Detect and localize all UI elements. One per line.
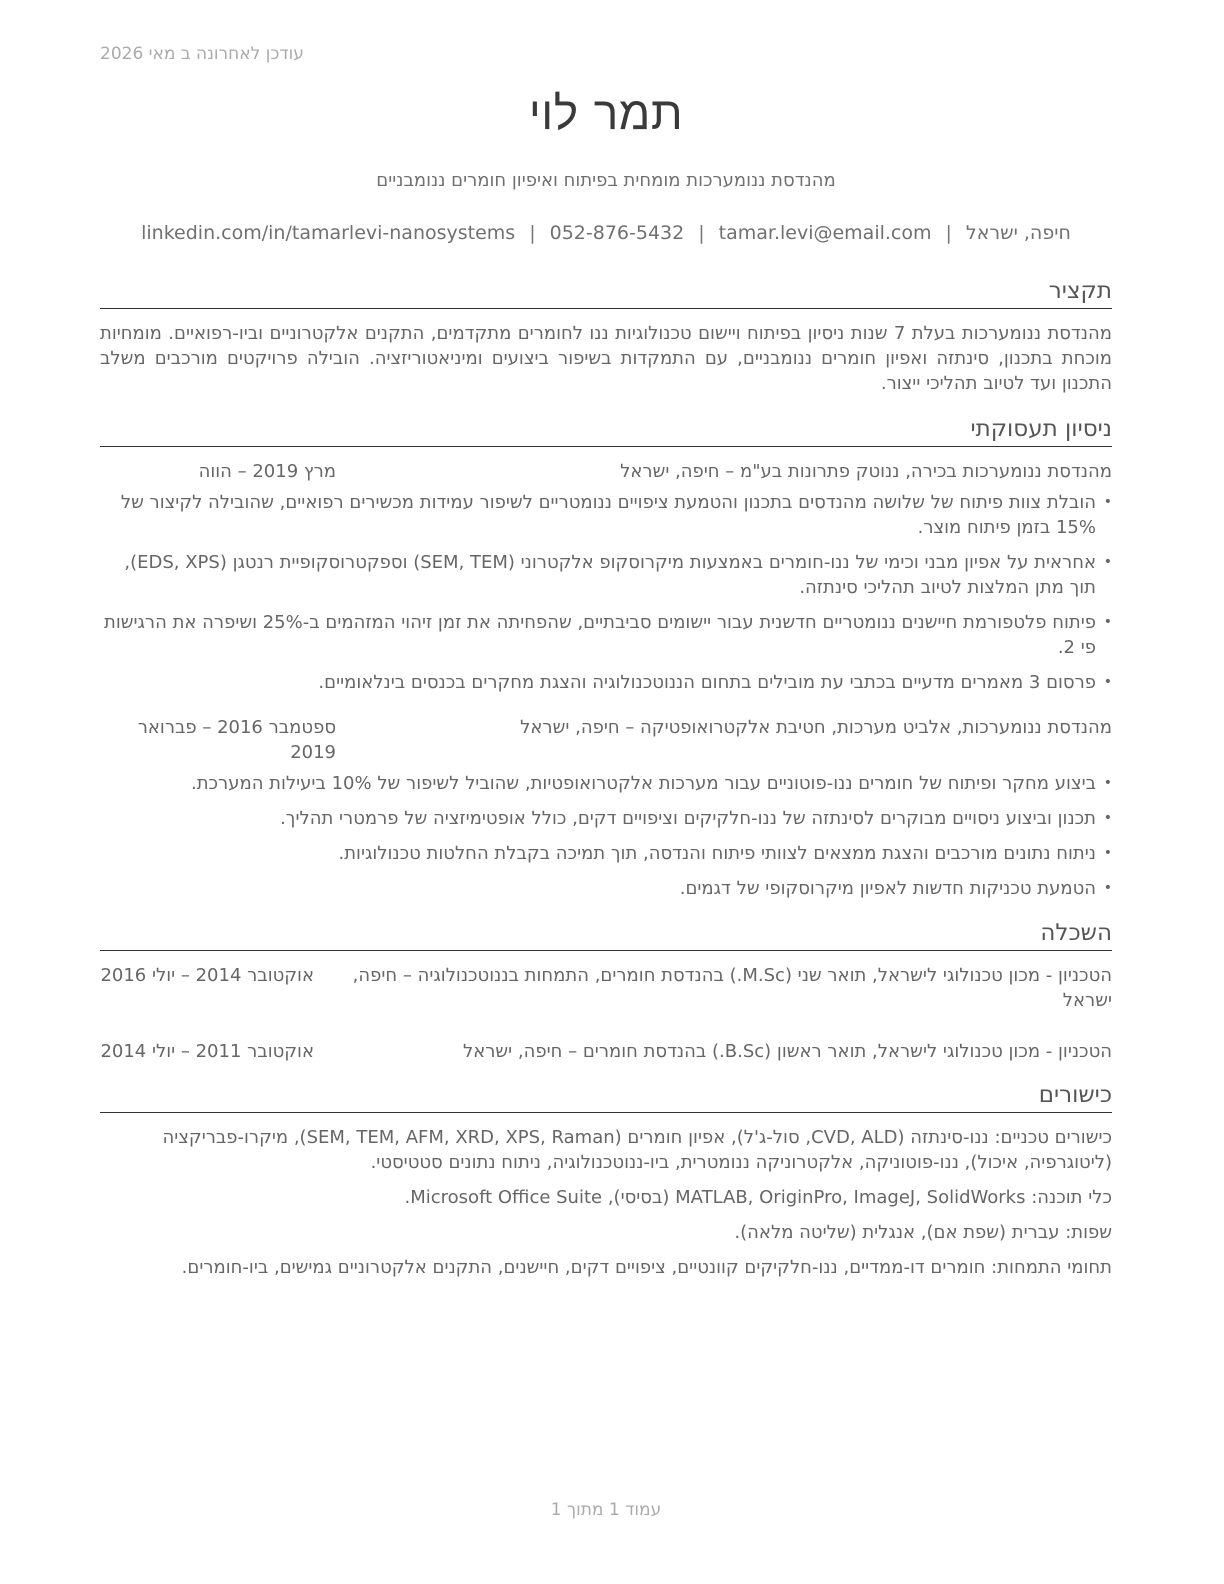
bullet-text: תכנון וביצוע ניסויים מבוקרים לסינתזה של ננו-חלקיקים וציפויים דקים, כולל אופטימיזציה של פרמטרי תהליך. bbox=[280, 808, 1096, 829]
skill-line: תחומי התמחות: חומרים דו-ממדיים, ננו-חלקיקים קוונטיים, ציפויים דקים, חיישנים, התקנים אלקטרוניים גמישים, ביו-חומרים. bbox=[181, 1257, 1112, 1278]
contact-separator: | bbox=[698, 222, 705, 244]
summary-text: מהנדסת ננומערכות בעלת 7 שנות ניסיון בפיתוח ויישום טכנולוגיות ננו לחומרים מתקדמים, התקנים אלקטרוניים וביו-רפואיים. מומחיות מוכחת בתכנון, סינתזה ואפיון חומרים ננומבניים, עם התמקדות בשיפור ביצועים ומיניאטוריזציה. הובילה פרויקטים מורכבים משלב התכנון ועד לטיוב תהליכי ייצור. bbox=[100, 323, 1112, 394]
skill-line: כישורים טכניים: ננו-סינתזה (CVD, ALD, סול-ג'ל), אפיון חומרים (SEM, TEM, AFM, XRD, XPS, Raman), מיקרו-פבריקציה (ליטוגרפיה, איכול), ננו-פוטוניקה, אלקטרוניקה ננומטרית, ביו-ננוטכנולוגיה, ניתוח נתונים סטטיסטי. bbox=[162, 1127, 1112, 1173]
skills-section bbox=[100, 1080, 1112, 1290]
job-dates: ספטמבר 2016 – פברואר 2019 bbox=[137, 717, 336, 763]
bullet-dot-icon: • bbox=[1103, 614, 1112, 630]
bullet-text: הטמעת טכניקות חדשות לאפיון מיקרוסקופי של דגמים. bbox=[679, 878, 1096, 899]
experience-section bbox=[100, 414, 1112, 911]
last-updated-note: עודכן לאחרונה ב מאי 2026 bbox=[100, 44, 304, 64]
candidate-tagline: מהנדסת ננומערכות מומחית בפיתוח ואיפיון חומרים ננומבניים bbox=[376, 170, 836, 191]
job-bullet bbox=[100, 771, 1112, 796]
job-bullet bbox=[100, 841, 1112, 866]
job-dates: מרץ 2019 – הווה bbox=[198, 461, 336, 482]
job-entry bbox=[100, 715, 1112, 901]
job-heading: מהנדסת ננומערכות, אלביט מערכות, חטיבת אלקטרואופטיקה – חיפה, ישראל bbox=[520, 717, 1112, 738]
education-dates: אוקטובר 2011 – יולי 2014 bbox=[100, 1041, 314, 1062]
education-section bbox=[100, 918, 1112, 1064]
resume-page bbox=[100, 0, 1112, 1584]
job-entry bbox=[100, 459, 1112, 695]
bullet-text: הובלת צוות פיתוח של שלושה מהנדסים בתכנון והטמעת ציפויים ננומטריים לשיפור עמידות מכשירים רפואיים, שהובילה לקיצור של 15% בזמן פיתוח מוצר. bbox=[120, 492, 1096, 538]
page-footer: עמוד 1 מתוך 1 bbox=[550, 1500, 662, 1520]
summary-section bbox=[100, 276, 1112, 396]
job-bullet bbox=[100, 670, 1112, 695]
education-entry bbox=[100, 1039, 1112, 1064]
bullet-dot-icon: • bbox=[1103, 554, 1112, 570]
education-title: השכלה bbox=[100, 918, 1112, 951]
education-dates: אוקטובר 2014 – יולי 2016 bbox=[100, 965, 314, 986]
bullet-dot-icon: • bbox=[1103, 880, 1112, 896]
job-heading: מהנדסת ננומערכות בכירה, ננוטק פתרונות בע"מ – חיפה, ישראל bbox=[620, 461, 1112, 482]
bullet-text: ביצוע מחקר ופיתוח של חומרים ננו-פוטוניים עבור מערכות אלקטרואופטיות, שהוביל לשיפור של 10% ביעילות המערכת. bbox=[190, 773, 1096, 794]
contact-separator: | bbox=[945, 222, 952, 244]
skill-line: שפות: עברית (שפת אם), אנגלית (שליטה מלאה). bbox=[734, 1222, 1112, 1243]
bullet-dot-icon: • bbox=[1103, 810, 1112, 826]
job-bullet bbox=[100, 490, 1112, 540]
education-text: הטכניון - מכון טכנולוגי לישראל, תואר ראשון (B.Sc.) בהנדסת חומרים – חיפה, ישראל bbox=[462, 1041, 1112, 1062]
summary-title: תקציר bbox=[100, 276, 1112, 309]
job-bullet bbox=[100, 550, 1112, 600]
bullet-dot-icon: • bbox=[1103, 494, 1112, 510]
skill-line: כלי תוכנה: MATLAB, OriginPro, ImageJ, SolidWorks (בסיסי), Microsoft Office Suite. bbox=[404, 1187, 1112, 1208]
bullet-dot-icon: • bbox=[1103, 775, 1112, 791]
contact-linkedin[interactable]: linkedin.com/in/tamarlevi-nanosystems bbox=[141, 222, 516, 244]
skills-title: כישורים bbox=[100, 1080, 1112, 1113]
contact-phone[interactable]: 052-876-5432 bbox=[549, 222, 685, 244]
bullet-text: אחראית על אפיון מבני וכימי של ננו-חומרים באמצעות מיקרוסקופ אלקטרוני (SEM, TEM) וספקטרוסקופיית רנטגן (EDS, XPS), תוך מתן המלצות לטיוב תהליכי סינתזה. bbox=[124, 552, 1096, 598]
education-text: הטכניון - מכון טכנולוגי לישראל, תואר שני (M.Sc.) בהנדסת חומרים, התמחות בננוטכנולוגיה – חיפה, ישראל bbox=[352, 965, 1112, 1011]
job-bullets bbox=[100, 490, 1112, 695]
job-bullet bbox=[100, 610, 1112, 660]
contact-email[interactable]: tamar.levi@email.com bbox=[718, 222, 932, 244]
job-header bbox=[100, 459, 1112, 484]
candidate-name: תמר לוי bbox=[528, 86, 684, 140]
experience-title: ניסיון תעסוקתי bbox=[100, 414, 1112, 447]
bullet-dot-icon: • bbox=[1103, 674, 1112, 690]
job-bullets bbox=[100, 771, 1112, 901]
bullet-dot-icon: • bbox=[1103, 845, 1112, 861]
job-bullet bbox=[100, 876, 1112, 901]
job-bullet bbox=[100, 806, 1112, 831]
education-entry bbox=[100, 963, 1112, 1013]
contact-line bbox=[100, 222, 1112, 244]
bullet-text: ניתוח נתונים מורכבים והצגת ממצאים לצוותי פיתוח והנדסה, תוך תמיכה בקבלת החלטות טכנולוגיות. bbox=[338, 843, 1096, 864]
job-header bbox=[100, 715, 1112, 765]
contact-location: חיפה, ישראל bbox=[965, 222, 1071, 244]
contact-separator: | bbox=[529, 222, 536, 244]
skills-list bbox=[100, 1125, 1112, 1280]
bullet-text: פרסום 3 מאמרים מדעיים בכתבי עת מובילים בתחום הננוטכנולוגיה והצגת מחקרים בכנסים בינלאומיים. bbox=[318, 672, 1096, 693]
bullet-text: פיתוח פלטפורמת חיישנים ננומטריים חדשנית עבור יישומים סביבתיים, שהפחיתה את זמן זיהוי המזהמים ב-25% ושיפרה את הרגישות פי 2. bbox=[104, 612, 1096, 658]
